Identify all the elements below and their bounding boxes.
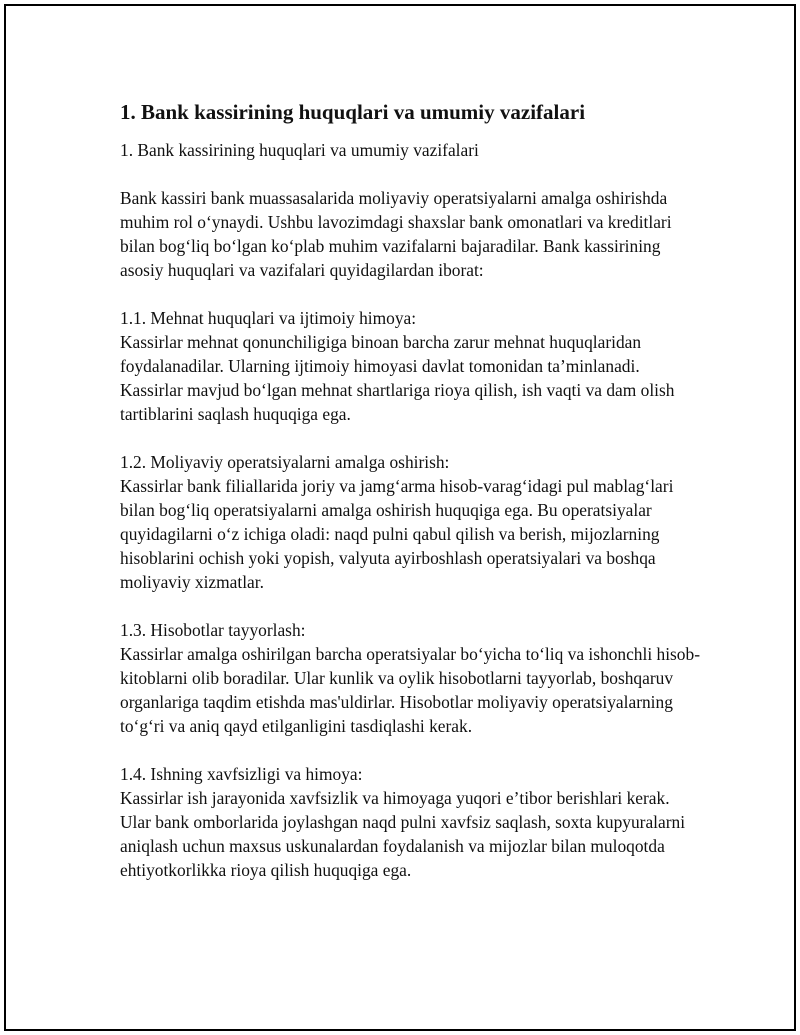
section-title: 1.4. Ishning xavfsizligi va himoya: <box>120 764 363 784</box>
section-text: Kassirlar mehnat qonunchiligiga binoan barcha zarur mehnat huquqlaridan foydalanadilar. Ularning ijtimoiy himoyasi davlat tomonidan taʼminlanadi. Kassirlar mavjud boʻlgan mehnat shartlariga rioya qilish, ish vaqti va dam olish tartiblarini saqlash huquqiga ega. <box>120 332 675 424</box>
document-heading: 1. Bank kassirining huquqlari va umumiy vazifalari <box>120 100 586 124</box>
page-frame <box>4 4 796 1031</box>
section-text: Kassirlar ish jarayonida xavfsizlik va himoyaga yuqori eʼtibor berishlari kerak. Ular bank omborlarida joylashgan naqd pulni xavfsiz saqlash, soxta kupyuralarni aniqlash uchun maxsus uskunalardan foydalanish va mijozlar bilan muloqotda ehtiyotkorlikka rioya qilish huquqiga ega. <box>120 788 686 880</box>
section-text: Kassirlar bank filiallarida joriy va jamgʻarma hisob-varagʻidagi pul mablagʻlari bilan bogʻliq operatsiyalarni amalga oshirish huquqiga ega. Bu operatsiyalar quyidagilarni oʻz ichiga oladi: naqd pulni qabul qilish va berish, mijozlarning hisoblarini ochish yoki yopish, valyuta ayirboshlash operatsiyalari va boshqa moliyaviy xizmatlar. <box>120 476 674 592</box>
intro-paragraph: Bank kassiri bank muassasalarida moliyaviy operatsiyalarni amalga oshirishda muhim rol oʻynaydi. Ushbu lavozimdagi shaxslar bank omonatlari va kreditlari bilan bogʻliq boʻlgan koʻplab muhim vazifalarni bajaradilar. Bank kassirining asosiy huquqlari va vazifalari quyidagilardan iborat: <box>120 188 672 280</box>
section-1-2 <box>120 450 700 594</box>
section-title: 1.3. Hisobotlar tayyorlash: <box>120 620 306 640</box>
section-1-1 <box>120 306 700 426</box>
section-title: 1.1. Mehnat huquqlari va ijtimoiy himoya: <box>120 308 417 328</box>
document-subheading: 1. Bank kassirining huquqlari va umumiy vazifalari <box>120 140 479 160</box>
section-title: 1.2. Moliyaviy operatsiyalarni amalga oshirish: <box>120 452 450 472</box>
document-body <box>120 98 700 906</box>
section-1-3 <box>120 618 700 738</box>
section-1-4 <box>120 762 700 882</box>
section-text: Kassirlar amalga oshirilgan barcha operatsiyalar boʻyicha toʻliq va ishonchli hisob-kitoblarni olib boradilar. Ular kunlik va oylik hisobotlarni tayyorlab, boshqaruv organlariga taqdim etishda mas'uldirlar. Hisobotlar moliyaviy operatsiyalarning toʻgʻri va aniq qayd etilganligini tasdiqlashi kerak. <box>120 644 700 736</box>
